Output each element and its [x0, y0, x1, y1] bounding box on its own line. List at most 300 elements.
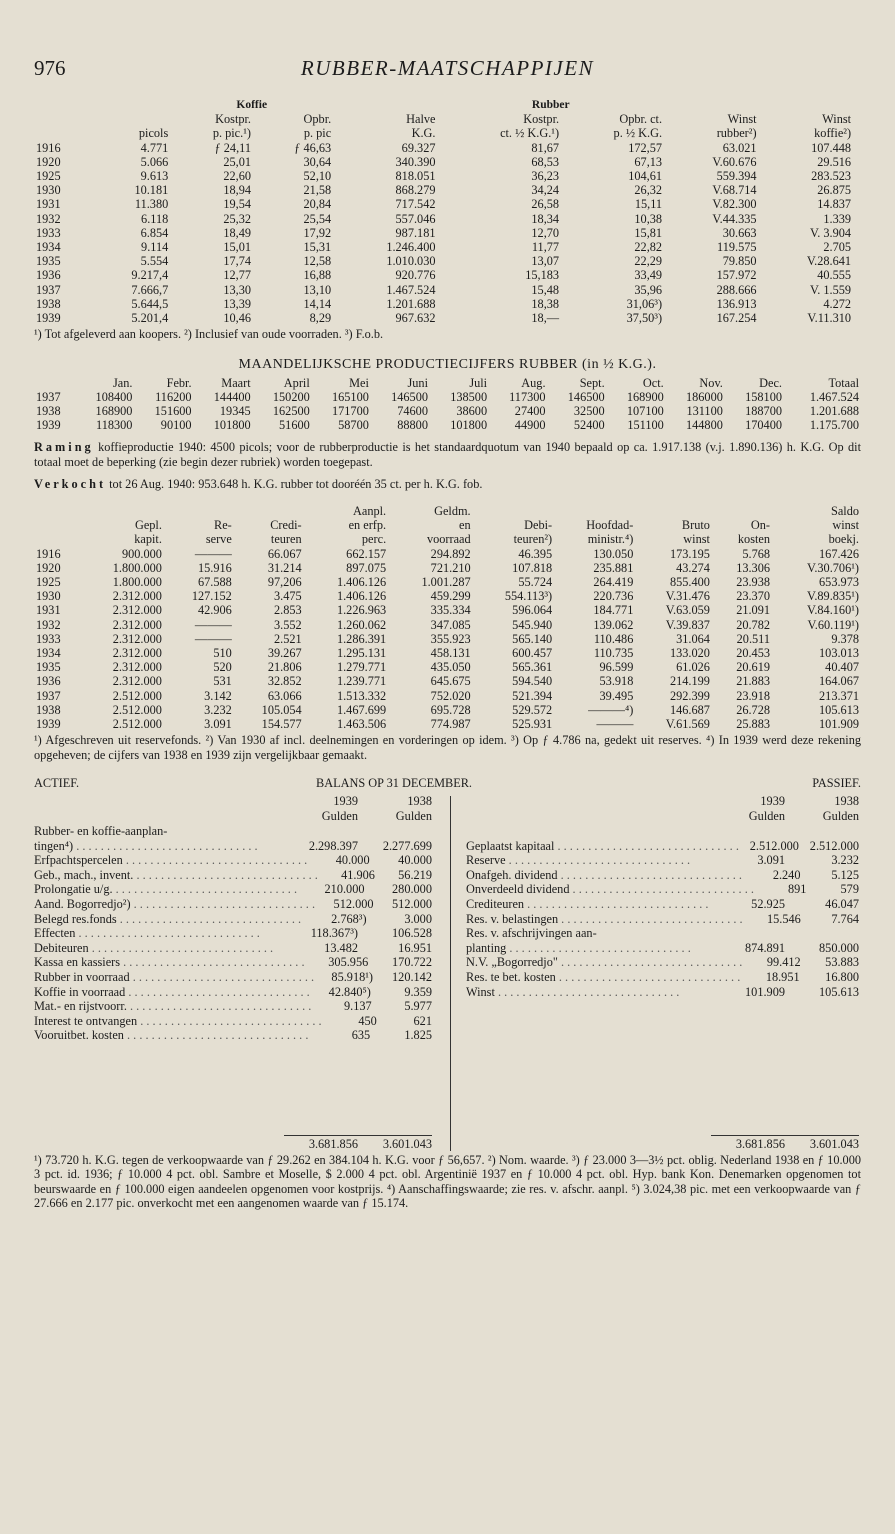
column-header: Maart: [221, 375, 251, 390]
column-header: Opbr. ct.: [619, 112, 663, 127]
table-row: [34, 660, 861, 674]
balance-row: [34, 1028, 432, 1043]
table-row: [34, 226, 861, 240]
table-cell: 18,94: [223, 183, 251, 198]
table-cell: 1.279.771: [336, 660, 387, 675]
balance-label-text: Reserve: [466, 853, 506, 868]
balance-value-1938: 105.613: [819, 984, 859, 999]
table-cell: 130.050: [593, 546, 634, 561]
balance-row: [466, 853, 859, 868]
table-cell: 74600: [397, 404, 428, 419]
balance-row: [466, 868, 859, 883]
row-year: 1937: [36, 389, 61, 404]
balance-value-1938: 16.951: [398, 940, 432, 955]
table-cell: V. 3.904: [809, 225, 852, 240]
column-header: [635, 504, 712, 518]
leader-dots: . . . . . . . . . . . . . . . . . . . . . . . . . . . . . .: [125, 984, 310, 999]
leader-dots: . . . . . . . . . . . . . . . . . . . . . . . . . . . . . .: [120, 955, 305, 970]
balance-value-1938: 3.232: [831, 853, 859, 868]
table-cell: 36,23: [531, 169, 560, 184]
header-spacer: [34, 809, 284, 824]
table-cell: 9.613: [140, 169, 169, 184]
balance-value-1938: 280.000: [392, 882, 432, 897]
table-cell: 5.201,4: [131, 311, 169, 326]
table-cell: 20,84: [303, 197, 332, 212]
column-header: Juli: [469, 375, 488, 390]
table-cell: 3.232: [204, 702, 232, 717]
balance-label-text: Koffie in voorraad: [34, 984, 126, 999]
balance-row: [466, 955, 859, 970]
balance-value-1939: 2.768³): [331, 911, 367, 926]
leader-dots: . . . . . . . . . . . . . . . . . . . . . . . . . . . . . .: [133, 867, 318, 882]
leader-dots: . . . . . . . . . . . . . . . . . . . . . . . . . . . . . .: [557, 955, 743, 970]
table-cell: 6.854: [140, 225, 169, 240]
table-cell: 1.467.524: [386, 282, 436, 297]
table-cell: 653.973: [819, 574, 859, 589]
table-cell: 600.457: [512, 646, 553, 660]
passief-total: [466, 1135, 859, 1151]
table-cell: 43.274: [676, 560, 710, 575]
balance-label-text: Prolongatie u/g.: [34, 882, 113, 897]
column-header: teuren: [270, 532, 302, 547]
column-header: [473, 504, 555, 518]
table-cell: 13,10: [303, 282, 332, 297]
table-cell: ———⁴): [588, 702, 634, 717]
year-1939: 1939: [760, 794, 785, 809]
row-year: 1925: [36, 169, 61, 184]
table-row: [34, 311, 861, 325]
row-year: 1938: [36, 702, 61, 717]
table-cell: 20.619: [736, 660, 771, 675]
table-cell: 103.013: [819, 646, 859, 660]
table-cell: V.60.119¹): [807, 617, 859, 632]
table-row: [34, 418, 861, 432]
table-cell: 12,58: [303, 254, 332, 269]
table-cell: 146.687: [669, 702, 710, 717]
balance-value-1939: 305.956: [328, 955, 369, 970]
column-header: K.G.: [411, 126, 436, 141]
balance-row: [34, 1014, 432, 1029]
table-row: [34, 404, 861, 418]
column-header: boekj.: [828, 532, 859, 547]
table-cell: 3.552: [273, 617, 302, 632]
balance-label: [34, 1014, 322, 1029]
table-cell: 14.837: [817, 197, 852, 212]
balance-value-1938: 46.047: [825, 897, 859, 911]
table-cell: 19,54: [223, 197, 251, 212]
balance-row: [34, 853, 432, 868]
table-cell: ———: [596, 717, 634, 732]
table-cell: 186000: [685, 389, 723, 404]
balance-row: [34, 955, 432, 970]
header-row: [34, 376, 861, 390]
table-cell: 117300: [509, 389, 546, 404]
table-cell: 1.463.506: [336, 717, 387, 732]
table-cell: 170400: [745, 418, 782, 433]
table-cell: 15,81: [634, 225, 663, 240]
row-year: 1930: [36, 183, 61, 198]
table-cell: 110.486: [593, 631, 634, 646]
column-header: Nov.: [699, 375, 723, 390]
table-cell: 21.883: [736, 674, 771, 689]
column-header: [234, 504, 304, 518]
table-row: [34, 547, 861, 561]
table-cell: 146500: [391, 389, 428, 404]
table-cell: 25,32: [223, 211, 251, 226]
column-header: [34, 518, 79, 532]
leader-dots: . . . . . . . . . . . . . . . . . . . . . . . . . . . . . .: [130, 897, 316, 911]
table-cell: 1.513.332: [336, 688, 387, 703]
leader-dots: . . . . . . . . . . . . . . . . . . . . . . . . . . . . . .: [558, 911, 743, 926]
balance-spacer: [466, 824, 859, 839]
balance-header: [34, 776, 861, 792]
balance-value-1939: 18.951: [765, 969, 800, 984]
table-cell: 900.000: [121, 546, 162, 561]
balance-label-text: Vooruitbet. kosten: [34, 1028, 124, 1043]
column-header: On-: [750, 518, 771, 533]
table-cell: 662.157: [346, 546, 387, 561]
table-cell: 25,54: [303, 211, 332, 226]
column-header: ct. ½ K.G.¹): [500, 126, 560, 141]
column-header: perc.: [361, 532, 387, 547]
table-cell: ƒ 46,63: [294, 140, 332, 155]
table-cell: 220.736: [593, 589, 634, 604]
balance-row: [466, 970, 859, 985]
balance-value-1938: 2.512.000: [809, 838, 859, 853]
table-cell: 967.632: [395, 311, 436, 326]
table-cell: 11,77: [531, 240, 560, 255]
table-cell: 184.771: [593, 603, 634, 618]
balance-label-text: Onverdeeld dividend: [466, 882, 570, 897]
column-header: Kostpr.: [215, 112, 251, 127]
table-cell: 26.728: [736, 702, 771, 717]
table-cell: V.84.160¹): [807, 603, 859, 618]
table-cell: 7.666,7: [131, 282, 169, 297]
table-row: [34, 169, 861, 183]
table-cell: 565.140: [512, 631, 553, 646]
balance-row: [34, 999, 432, 1014]
financial-footnote: ¹) Afgeschreven uit reservefonds. ²) Van 1930 af incl. deelnemingen en vorderingen op idem. ³) Op ƒ 4.786 na, gedekt uit reserves. ⁴) In 1939 werd deze rekening opgeheven; de cijfers van 1938 en 1939 zijn vergelijkbaar gemaakt.: [34, 733, 861, 762]
table-cell: 1.239.771: [336, 674, 387, 689]
balance-value-1939: 15.546: [766, 911, 801, 926]
balance-label: [34, 970, 314, 985]
group-header-row: [34, 98, 861, 112]
balance-value-1939: 118.367³): [310, 926, 358, 941]
row-year: 1933: [36, 631, 61, 646]
table-cell: 213.371: [819, 688, 859, 703]
column-header: winst: [683, 532, 710, 547]
balance-label-text: Winst: [466, 984, 495, 999]
table-cell: 2.312.000: [112, 589, 162, 604]
balance-label-text: Res. v. afschrijvingen aan-: [466, 926, 597, 941]
table-cell: 2.312.000: [112, 646, 162, 660]
table-cell: 13,30: [223, 282, 251, 297]
column-header: voorraad: [426, 532, 471, 547]
table-cell: 13,39: [223, 296, 251, 311]
balance-value-1939: 101.909: [745, 984, 785, 999]
table-cell: 144400: [213, 389, 251, 404]
table-cell: 164.067: [819, 674, 859, 689]
table-cell: 596.064: [512, 603, 553, 618]
raming-paragraph: [34, 440, 861, 469]
column-header: Mei: [349, 375, 369, 390]
table-cell: 116200: [155, 389, 192, 404]
table-cell: 2.705: [823, 240, 852, 255]
table-cell: 58700: [338, 418, 369, 433]
table-cell: 288.666: [716, 282, 757, 297]
balance-row: [34, 839, 432, 854]
balance-value-1938: 106.528: [392, 926, 432, 941]
passief-column: [466, 794, 859, 999]
balance-label: [466, 868, 742, 883]
table-cell: 355.923: [430, 631, 471, 646]
balance-year-header: [34, 794, 432, 809]
table-cell: 2.512.000: [112, 688, 162, 703]
table-cell: 1.800.000: [112, 574, 162, 589]
table-cell: 4.771: [140, 140, 169, 155]
balance-value-1938: 3.000: [404, 911, 432, 926]
table-cell: V.31.476: [665, 589, 710, 604]
actief-total-1938: 3.601.043: [358, 1135, 432, 1151]
table-cell: 138500: [450, 389, 488, 404]
balance-value-1938: 5.977: [404, 999, 432, 1014]
table-cell: 3.142: [204, 688, 232, 703]
column-header: Winst: [727, 112, 757, 127]
table-cell: 171700: [331, 404, 369, 419]
balance-value-1939: 9.137: [344, 999, 372, 1014]
balance-row: [34, 985, 432, 1000]
balance-label: [34, 985, 310, 1000]
running-title: RUBBER-MAATSCHAPPIJEN: [300, 56, 595, 80]
table-cell: 22,82: [634, 240, 663, 255]
leader-dots: . . . . . . . . . . . . . . . . . . . . . . . . . . . . . .: [122, 853, 308, 868]
table-cell: 151100: [627, 418, 664, 433]
balance-value-1939: 635: [351, 1028, 371, 1043]
column-header: kosten: [737, 532, 771, 547]
balance-value-1939: [711, 926, 785, 941]
table-cell: 108400: [95, 389, 133, 404]
balance-label: [466, 926, 711, 941]
header-spacer: [466, 794, 711, 809]
balance-value-1939: 85.918¹): [331, 969, 374, 984]
row-year: 1938: [36, 404, 61, 419]
balance-value-1938: 170.722: [392, 955, 432, 970]
table-cell: 150200: [272, 389, 310, 404]
actief-total-1939: 3.681.856: [284, 1135, 358, 1151]
table-row: [34, 254, 861, 268]
row-year: 1936: [36, 674, 61, 689]
unit-1938: Gulden: [395, 809, 432, 824]
table-cell: 37,50³): [626, 311, 663, 326]
table-cell: 9.378: [831, 631, 859, 646]
balance-label: [34, 882, 297, 897]
row-year: 1916: [36, 140, 61, 155]
balance-unit-header: [34, 809, 432, 824]
table-cell: 26.875: [817, 183, 852, 198]
table-cell: 17,92: [303, 225, 332, 240]
table-cell: 545.940: [512, 617, 553, 632]
table-cell: 42.906: [197, 603, 232, 618]
table-cell: 79.850: [722, 254, 757, 269]
column-header: April: [283, 375, 310, 390]
table-cell: 554.113³): [504, 589, 553, 604]
table-cell: ———: [194, 546, 232, 561]
balance-label: [34, 955, 305, 970]
leader-dots: . . . . . . . . . . . . . . . . . . . . . . . . . . . . . .: [73, 838, 258, 853]
table-row: [34, 268, 861, 282]
row-year: 1935: [36, 254, 61, 269]
row-year: 1932: [36, 617, 61, 632]
table-cell: 167.426: [819, 546, 859, 561]
balance-row: [34, 882, 432, 897]
table-cell: 9.217,4: [131, 268, 169, 283]
row-year: 1934: [36, 646, 61, 660]
table-cell: 721.210: [430, 560, 471, 575]
table-cell: 23.938: [736, 574, 771, 589]
table-cell: 21,58: [303, 183, 332, 198]
page-number: 976: [34, 56, 66, 80]
row-year: 1933: [36, 225, 61, 240]
balance-value-1938: 9.359: [404, 984, 432, 999]
column-header: Bruto: [681, 518, 710, 533]
table-cell: 101800: [213, 418, 251, 433]
column-header: Saldo: [830, 503, 859, 518]
table-cell: 66.067: [267, 546, 302, 561]
balance-title: BALANS OP 31 DECEMBER.: [316, 776, 473, 791]
table-cell: 1.001.287: [421, 574, 471, 589]
balance-row: [34, 912, 432, 927]
table-cell: 15,31: [303, 240, 332, 255]
table-cell: 2.312.000: [112, 660, 162, 675]
table-cell: 20.511: [736, 631, 771, 646]
column-header: [34, 532, 79, 546]
leader-dots: . . . . . . . . . . . . . . . . . . . . . . . . . . . . . .: [123, 1028, 309, 1043]
row-year: 1931: [36, 197, 61, 212]
header-row: [34, 112, 861, 126]
table-cell: 525.931: [512, 717, 553, 732]
row-year: 1936: [36, 268, 61, 283]
table-cell: 136.913: [716, 296, 757, 311]
table-cell: 39.495: [599, 688, 634, 703]
column-header: Kostpr.: [523, 112, 560, 127]
table-cell: 2.312.000: [112, 617, 162, 632]
leader-dots: . . . . . . . . . . . . . . . . . . . . . . . . . . . . . .: [137, 1013, 322, 1028]
table-row: [34, 561, 861, 575]
table-cell: 1.246.400: [386, 240, 436, 255]
balance-row: [466, 926, 859, 941]
verkocht-text: tot 26 Aug. 1940: 953.648 h. K.G. rubber tot dooréén 35 ct. per h. K.G. fob.: [109, 477, 483, 492]
row-year: 1935: [36, 660, 61, 675]
table-cell: 1.295.131: [336, 646, 387, 660]
table-cell: 3.091: [204, 717, 232, 732]
balance-value-1938: 16.800: [825, 969, 859, 984]
table-cell: 107.818: [512, 560, 553, 575]
group-spacer-a: [34, 98, 90, 112]
table-cell: V.89.835¹): [807, 589, 859, 604]
table-cell: V.39.837: [665, 617, 710, 632]
table-cell: 2.312.000: [112, 603, 162, 618]
unit-1938: Gulden: [822, 809, 859, 824]
table-cell: 559.394: [716, 169, 757, 184]
table-cell: 1.175.700: [809, 418, 859, 433]
table-cell: 1.260.062: [336, 617, 387, 632]
table-cell: 292.399: [669, 688, 710, 703]
table-cell: 40.555: [817, 268, 852, 283]
balance-label-text: Debiteuren: [34, 940, 89, 955]
table-cell: 52400: [573, 418, 605, 433]
table-cell: 67.588: [197, 574, 232, 589]
table-cell: 158100: [745, 389, 782, 404]
production-table: [34, 98, 861, 325]
table-cell: 645.675: [430, 674, 471, 689]
column-header: Credi-: [270, 518, 302, 533]
table-cell: 151600: [154, 404, 192, 419]
column-header: en erfp.: [348, 518, 387, 533]
table-row: [34, 674, 861, 688]
balance-row: [466, 839, 859, 854]
table-cell: 127.152: [191, 589, 232, 604]
balance-label: [466, 912, 743, 927]
year-1938: 1938: [834, 794, 859, 809]
balance-label: [466, 970, 740, 985]
table-cell: 51600: [279, 418, 310, 433]
table-cell: 459.299: [430, 589, 471, 604]
table-row: [34, 589, 861, 603]
table-cell: 868.279: [395, 183, 436, 198]
year-1938: 1938: [407, 794, 432, 809]
table-cell: 5.644,5: [131, 296, 169, 311]
row-year: 1937: [36, 688, 61, 703]
table-cell: 18,38: [531, 296, 560, 311]
row-year: 1939: [36, 717, 61, 732]
leader-dots: . . . . . . . . . . . . . . . . . . . . . . . . . . . . . .: [116, 911, 302, 926]
table-cell: 26,58: [531, 197, 560, 212]
table-row: [34, 183, 861, 197]
leader-dots: . . . . . . . . . . . . . . . . . . . . . . . . . . . . . .: [524, 897, 709, 911]
balance-label: [466, 985, 711, 1000]
table-cell: 15.916: [197, 560, 232, 575]
table-cell: 235.881: [593, 560, 634, 575]
leader-dots: . . . . . . . . . . . . . . . . . . . . . . . . . . . . . .: [88, 940, 274, 955]
column-header: Winst: [822, 112, 852, 127]
row-year: 1931: [36, 603, 61, 618]
group-rubber: Rubber: [531, 99, 570, 111]
group-spacer-e: [759, 98, 854, 112]
table-row: [34, 689, 861, 703]
table-cell: 5.768: [742, 546, 771, 561]
header-row: [34, 532, 861, 546]
balance-label-text: tingen⁴): [34, 838, 74, 853]
table-cell: 119.575: [717, 240, 757, 255]
column-header: Halve: [406, 112, 436, 127]
balance-value-1938: 5.125: [831, 867, 859, 882]
balance-value-1939: 99.412: [766, 955, 801, 970]
table-cell: ———: [194, 631, 232, 646]
column-header: Gepl.: [134, 518, 162, 533]
table-cell: 752.020: [430, 688, 471, 703]
table-cell: 40.407: [825, 660, 859, 675]
table-cell: 88800: [397, 418, 428, 433]
table-cell: 214.199: [669, 674, 710, 689]
table-cell: 55.724: [518, 574, 553, 589]
table-cell: V.60.676: [712, 154, 757, 169]
actief-label: ACTIEF.: [34, 776, 80, 791]
table-cell: 458.131: [430, 646, 471, 660]
table-cell: 294.892: [430, 546, 471, 561]
balance-value-1939: 13.482: [324, 940, 358, 955]
header-row: [34, 518, 861, 532]
balance-label: [34, 853, 307, 868]
